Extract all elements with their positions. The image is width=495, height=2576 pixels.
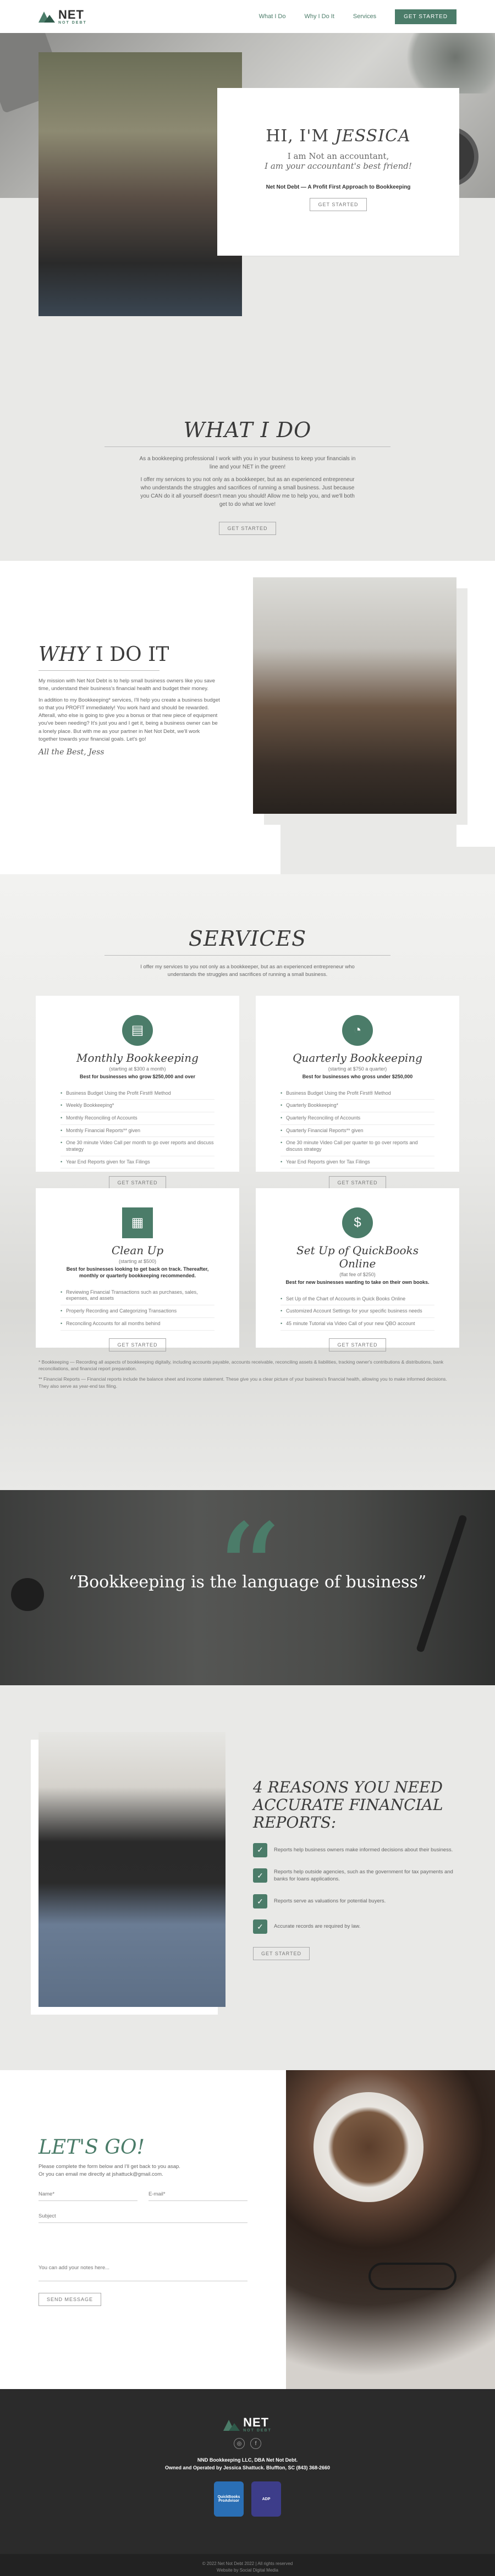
- message-field[interactable]: [38, 2232, 248, 2281]
- coffee-photo: [286, 2070, 495, 2389]
- list-item: • Quarterly Bookkeeping*: [280, 1100, 435, 1112]
- service-card-price: (starting at $500): [118, 1258, 157, 1264]
- service-feature-list: [61, 1287, 215, 1331]
- service-card-best-for: Best for new businesses wanting to take on their own books.: [285, 1279, 430, 1285]
- what-i-do-paragraph-1: As a bookkeeping professional I work with you in your business to keep your financials in line and your NET in the green!: [139, 456, 356, 470]
- document-icon: ▦: [122, 1207, 153, 1238]
- list-item: • Properly Recording and Categorizing Transactions: [61, 1305, 215, 1318]
- nav-link-services[interactable]: Services: [353, 13, 377, 20]
- what-i-do-paragraph-2: I offer my services to you not only as a bookkeeper, but as an experienced entrepreneur who understands the struggles and sacrifices of running a small business. Just because you CAN do it all yourself doesn't mean you should! Allow me to help you, and we'll both get to do what we love!: [140, 477, 355, 508]
- send-message-button[interactable]: SEND MESSAGE: [38, 2293, 101, 2306]
- what-i-do-section: [0, 341, 495, 561]
- list-item: • Quarterly Reconciling of Accounts: [280, 1112, 435, 1125]
- service-cards: [0, 996, 495, 1348]
- list-item: • Monthly Financial Reports** given: [61, 1125, 215, 1138]
- name-field[interactable]: [38, 2188, 138, 2201]
- check-icon: ✓: [253, 1868, 267, 1883]
- reason-item: ✓ Reports serve as valuations for potential buyers.: [253, 1894, 462, 1908]
- certification-badges: [0, 2481, 495, 2517]
- divider: [105, 955, 391, 956]
- reasons-title: 4 REASONS YOU NEED ACCURATE FINANCIAL REPORTS:: [253, 1778, 443, 1832]
- check-icon: ✓: [253, 1894, 267, 1908]
- top-nav: [0, 0, 495, 33]
- contact-form: [0, 2070, 286, 2389]
- service-feature-list: [280, 1293, 435, 1331]
- logo-text: NET: [58, 7, 84, 21]
- list-item: • Reviewing Financial Transactions such as purchases, sales, expenses, and assets: [61, 1287, 215, 1305]
- divider: [105, 446, 391, 447]
- service-get-started-button[interactable]: GET STARTED: [109, 1176, 166, 1189]
- service-feature-list: [61, 1088, 215, 1169]
- list-item: • 45 minute Tutorial via Video Call of your new QBO account: [280, 1318, 435, 1331]
- adp-badge: ADP: [251, 2481, 281, 2517]
- services-section: [0, 874, 495, 1490]
- dollar-icon: $: [342, 1207, 373, 1238]
- footnote-bookkeeping: * Bookkeeping — Recording all aspects of bookkeeping digitally, including accounts payable, accounts receivable, reconciling assets & liabilities, tracking owner's contributions & distributions, bank reconciliations, and financial report preparation.: [38, 1359, 444, 1372]
- list-item: • Set Up of the Chart of Accounts in Quick Books Online: [280, 1293, 435, 1306]
- contact-intro-2: Or you can email me directly at jshattuck@gmail.com.: [38, 2171, 163, 2178]
- why-title: WHY I DO IT: [38, 643, 169, 666]
- service-card-title: Quarterly Bookkeeping: [293, 1051, 422, 1064]
- hero-section: [0, 33, 495, 341]
- service-card-title: Clean Up: [111, 1243, 164, 1257]
- list-item: • Weekly Bookkeeping*: [61, 1100, 215, 1112]
- logo-subtext: NOT DEBT: [243, 2429, 272, 2432]
- logo[interactable]: [38, 9, 87, 25]
- service-card-title: Monthly Bookkeeping: [76, 1051, 199, 1064]
- check-icon: ✓: [253, 1919, 267, 1934]
- why-paragraph-1: My mission with Net Not Debt is to help small business owners like you save time, understand their business's financial health and budget their money.: [38, 678, 216, 692]
- subject-field[interactable]: [38, 2210, 248, 2223]
- list-item: • One 30 minute Video Call per month to go over reports and discuss strategy: [61, 1137, 215, 1156]
- ledger-icon: ▤: [122, 1015, 153, 1046]
- quote-mark-icon: “: [213, 1496, 282, 1650]
- email-field[interactable]: [148, 2188, 248, 2201]
- contact-section: [0, 2070, 495, 2389]
- service-card-title: Set Up of QuickBooks Online: [296, 1243, 419, 1270]
- service-get-started-button[interactable]: GET STARTED: [109, 1338, 166, 1352]
- coffee-cup-image: [314, 2092, 424, 2202]
- service-feature-list: [280, 1088, 435, 1169]
- glasses-image: [369, 2263, 457, 2290]
- quickbooks-badge: QuickBooks ProAdvisor: [214, 2481, 244, 2517]
- instagram-icon[interactable]: ◎: [234, 2438, 245, 2449]
- nav-link-why-i-do-it[interactable]: Why I Do It: [304, 13, 334, 20]
- service-card-monthly: [36, 996, 239, 1186]
- service-card-best-for: Best for businesses looking to get back on track. Thereafter, monthly or quarterly bookkeeping recommended.: [66, 1266, 209, 1278]
- why-section: [0, 561, 495, 874]
- chart-icon: ◔: [342, 1015, 373, 1046]
- list-item: • Customized Account Settings for your specific business needs: [280, 1305, 435, 1318]
- list-item: • Monthly Reconciling of Accounts: [61, 1112, 215, 1125]
- footer-logo[interactable]: [0, 2417, 495, 2432]
- service-card-clean-up: [36, 1188, 239, 1348]
- footer: [0, 2389, 495, 2554]
- hero-heading: HI, I'M JESSICA: [266, 126, 411, 146]
- nav-links: [259, 9, 457, 24]
- why-text-block: [38, 643, 220, 757]
- reasons-get-started-button[interactable]: GET STARTED: [253, 1947, 310, 1960]
- signature: All the Best, Jess: [38, 748, 105, 757]
- services-intro: I offer my services to you not only as a bookkeeper, but as an experienced entrepreneur who understands the struggles and sacrifices of running a small business.: [140, 964, 355, 978]
- service-card-price: (flat fee of $250): [339, 1271, 376, 1277]
- copyright-bar: © 2022 Net Not Debt 2022 | All rights reserved Website by Social Digital Media: [0, 2554, 495, 2576]
- list-item: • Business Budget Using the Profit First® Method: [61, 1088, 215, 1100]
- nav-get-started-button[interactable]: GET STARTED: [395, 9, 457, 24]
- hero-portrait-photo: [38, 52, 242, 316]
- nav-link-what-i-do[interactable]: What I Do: [258, 13, 286, 20]
- service-card-price: (starting at $300 a month): [109, 1066, 166, 1072]
- hero-tagline: Net Not Debt — A Profit First Approach to Bookkeeping: [266, 184, 411, 190]
- quote-text: “Bookkeeping is the language of business”: [68, 1573, 427, 1592]
- hero-subtitle-1: I am Not an accountant,: [287, 151, 389, 161]
- reason-item: ✓ Reports help business owners make informed decisions about their business.: [253, 1843, 462, 1857]
- why-paragraph-2: In addition to my Bookkeeping* services, I'll help you create a business budget so that you PROFIT immediately! You work hard and should be rewarded. Afterall, who else is going to give you a bonus or that new piece of equipment you've been needing? It's just you and I get it, being a business owner can be a lonely place. But with me as your partner in Net Not Debt, we'll work together towards your financial goals. Let's go!: [38, 697, 220, 742]
- why-portrait-photo: [253, 577, 457, 814]
- service-card-quarterly: [256, 996, 459, 1186]
- list-item: • Business Budget Using the Profit First® Method: [280, 1088, 435, 1100]
- what-i-do-get-started-button[interactable]: GET STARTED: [219, 522, 276, 535]
- social-links: [0, 2438, 495, 2449]
- contact-intro-1: Please complete the form below and I'll get back to you asap.: [38, 2164, 180, 2170]
- quote-section: [0, 1490, 495, 1685]
- plant-image: [396, 33, 495, 93]
- reasons-portrait-photo: [38, 1732, 226, 2007]
- reason-item: ✓ Reports help outside agencies, such as the government for tax payments and banks for loans applications.: [253, 1868, 462, 1884]
- logo-subtext: NOT DEBT: [58, 20, 87, 25]
- hero-intro-card: [217, 88, 459, 256]
- reasons-section: [0, 1685, 495, 2070]
- list-item: • Quarterly Financial Reports** given: [280, 1125, 435, 1138]
- service-footnotes: [38, 1359, 457, 1390]
- service-card-best-for: Best for businesses who gross under $250,000: [302, 1073, 413, 1079]
- service-card-best-for: Best for businesses who grow $250,000 and over: [79, 1073, 196, 1079]
- footnote-financial-reports: ** Financial Reports — Financial reports include the balance sheet and income statement. These give you a clear picture of your business's financial health, allowing you to make informed decisions. They also serve as year-end tax filing.: [38, 1376, 447, 1389]
- list-item: • Year End Reports given for Tax Filings: [61, 1156, 215, 1169]
- list-item: • Reconciling Accounts for all months behind: [61, 1318, 215, 1331]
- service-get-started-button[interactable]: GET STARTED: [329, 1176, 386, 1189]
- footer-address: NND Bookkeeping LLC, DBA Net Not Debt. Owned and Operated by Jessica Shattuck. Bluffton, SC (843) 368-2660: [164, 2457, 331, 2470]
- facebook-icon[interactable]: f: [250, 2438, 261, 2449]
- divider: [38, 670, 160, 671]
- list-item: • One 30 minute Video Call per quarter to go over reports and discuss strategy: [280, 1137, 435, 1156]
- logo-text: NET: [243, 2415, 270, 2429]
- services-title: SERVICES: [188, 926, 307, 951]
- service-card-quickbooks-setup: [256, 1188, 459, 1348]
- logo-mark-icon: [38, 10, 55, 23]
- hero-subtitle-2: I am your accountant's best friend!: [265, 161, 412, 171]
- reasons-text-block: [253, 1779, 462, 1960]
- hero-get-started-button[interactable]: GET STARTED: [310, 198, 366, 211]
- contact-title: LET'S GO!: [38, 2136, 145, 2159]
- service-get-started-button[interactable]: GET STARTED: [329, 1338, 386, 1352]
- logo-mark-icon: [223, 2419, 240, 2431]
- reason-item: ✓ Accurate records are required by law.: [253, 1919, 462, 1934]
- check-icon: ✓: [253, 1843, 267, 1857]
- service-card-price: (starting at $750 a quarter): [328, 1066, 387, 1072]
- list-item: • Year End Reports given for Tax Filings: [280, 1156, 435, 1169]
- what-i-do-title: WHAT I DO: [183, 418, 312, 442]
